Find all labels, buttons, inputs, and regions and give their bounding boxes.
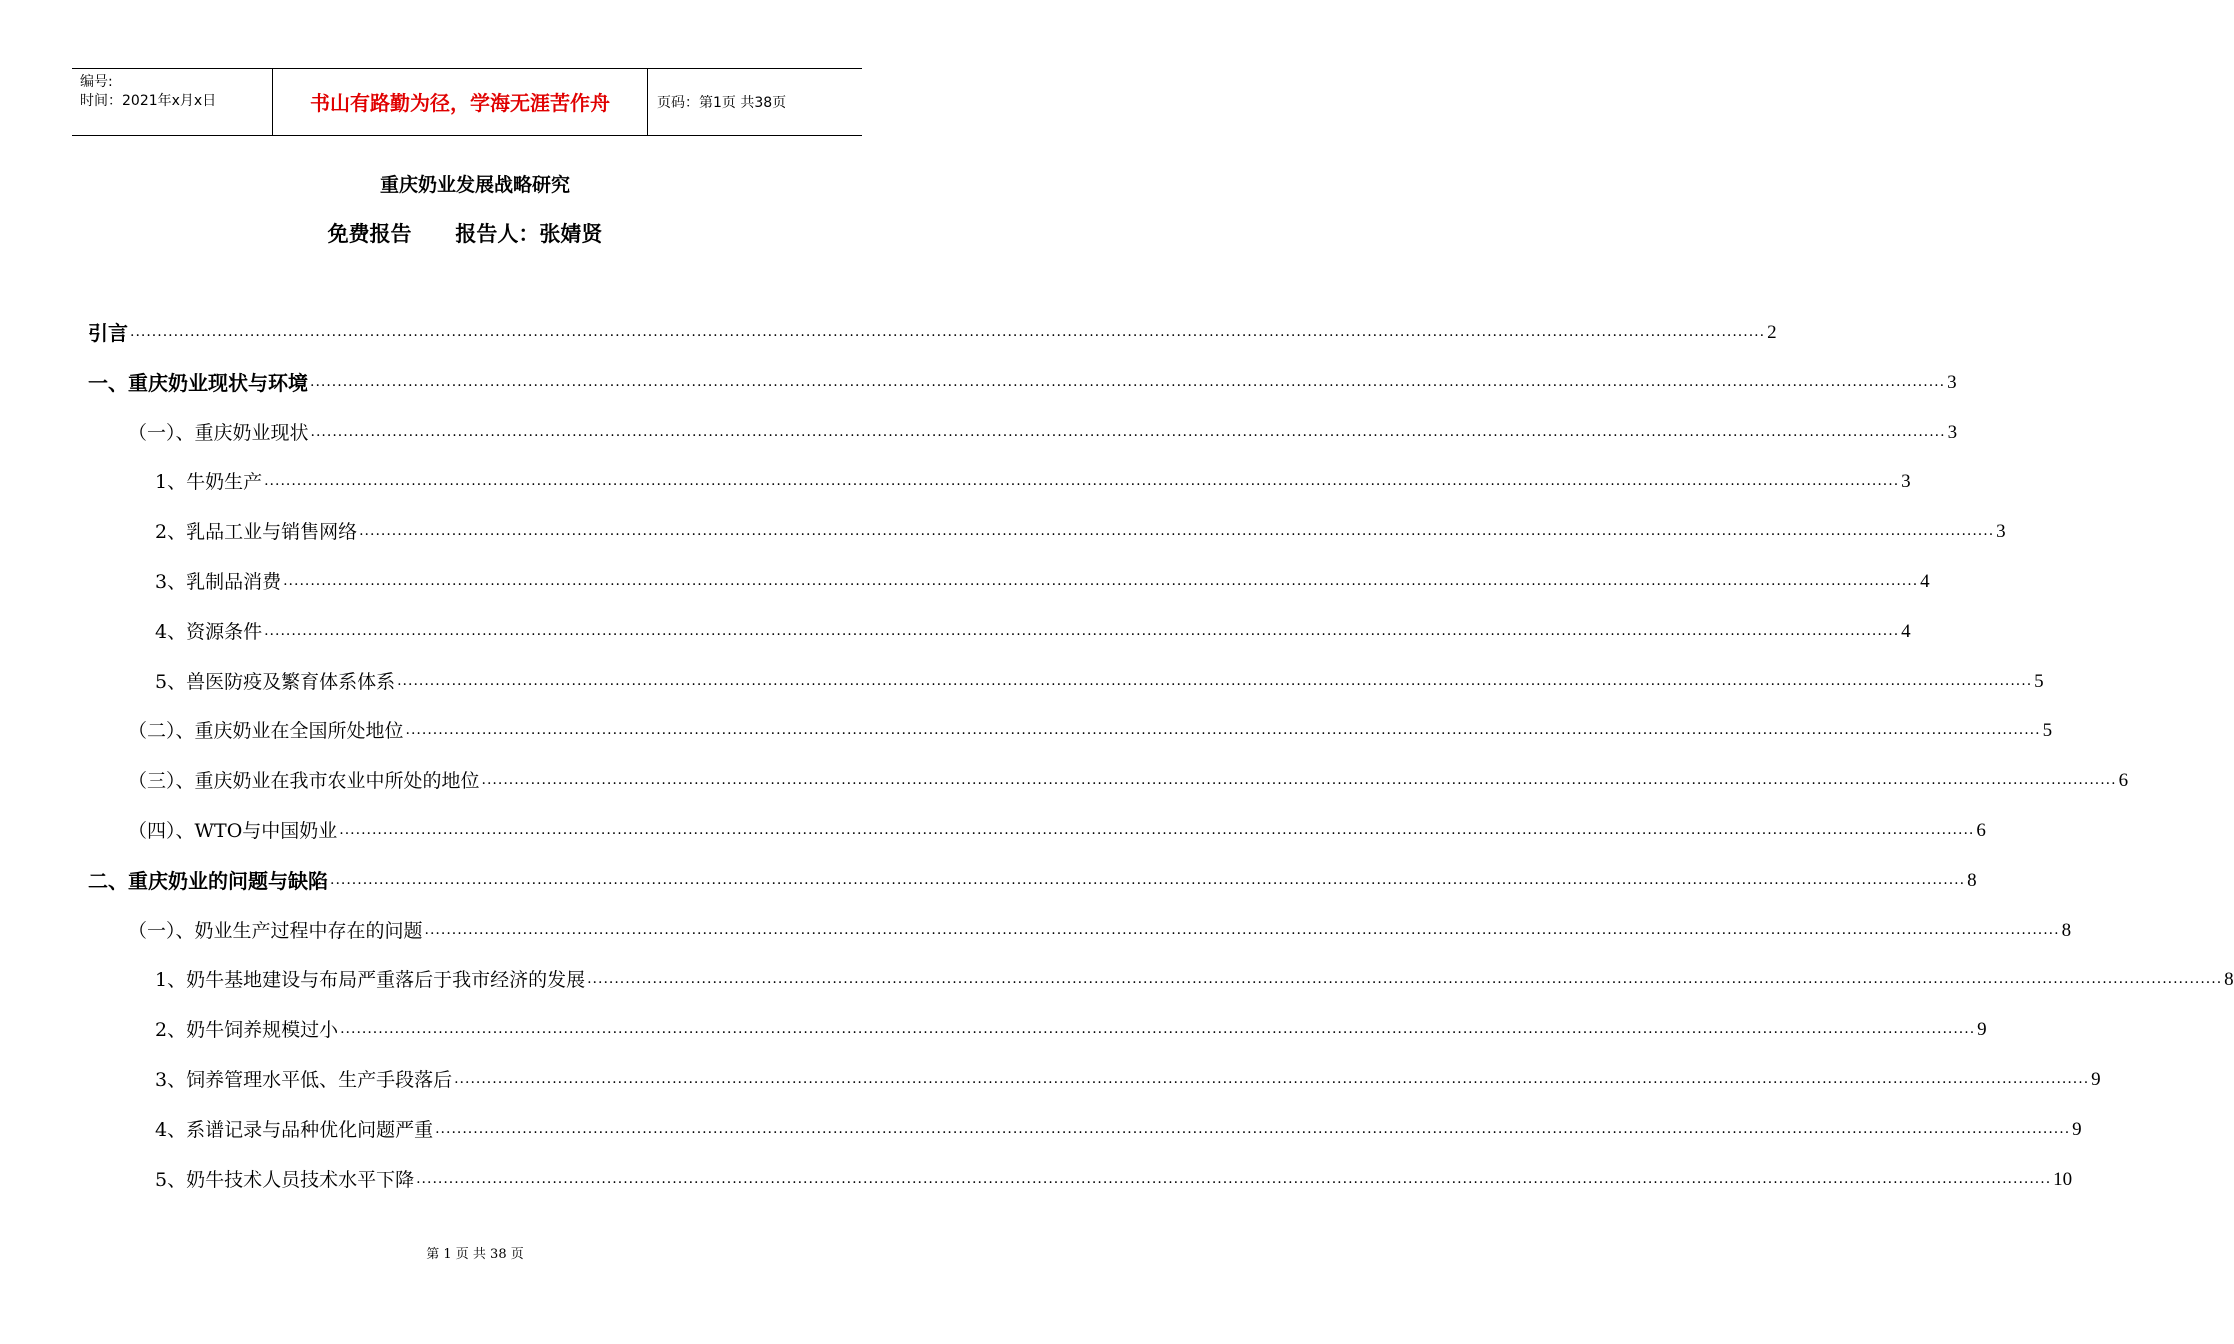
toc-entry-title: 引言: [88, 321, 128, 345]
toc-entry-title: 2、奶牛饲养规模过小: [155, 1019, 339, 1042]
toc-leader-dots: ............................................................................................................................................................................................................................................................................................................: [310, 423, 1946, 440]
toc-entry[interactable]: [155, 467, 1911, 497]
toc-entry-title: 2、乳品工业与销售网络: [155, 521, 358, 544]
toc-entry[interactable]: [88, 318, 1777, 348]
toc-entry[interactable]: [155, 667, 2044, 697]
toc-entry-page: 8: [1967, 869, 1977, 891]
toc-entry-page: 3: [1947, 371, 1957, 393]
toc-leader-dots: ............................................................................................................................................................................................................................................................................................................: [359, 523, 1995, 540]
toc-entry-title: （四）、WTO与中国奶业: [128, 820, 338, 842]
toc-entry[interactable]: [155, 1165, 2073, 1195]
toc-entry-title: （一）、奶业生产过程中存在的问题: [128, 919, 423, 942]
toc-entry[interactable]: [88, 368, 1957, 398]
toc-entry-title: （二）、重庆奶业在全国所处地位: [128, 720, 404, 743]
toc-entry-page: 5: [2042, 720, 2053, 742]
toc-entry-page: 3: [1996, 521, 2006, 543]
toc-entry-page: 4: [1901, 620, 1911, 642]
toc-entry-title: 5、奶牛技术人员技术水平下降: [155, 1168, 415, 1191]
header-divider: [647, 69, 648, 135]
header-meta: [80, 73, 216, 111]
toc-leader-dots: ............................................................................................................................................................................................................................................................................................................: [424, 921, 2060, 938]
toc-entry-title: （一）、重庆奶业现状: [128, 421, 309, 444]
toc-entry-title: 3、饲养管理水平低、生产手段落后: [155, 1069, 453, 1091]
toc-leader-dots: ............................................................................................................................................................................................................................................................................................................: [405, 722, 2041, 739]
toc-entry-title: 5、兽医防疫及繁育体系体系: [155, 670, 396, 693]
toc-leader-dots: ............................................................................................................................................................................................................................................................................................................: [435, 1120, 2071, 1137]
toc-leader-dots: ............................................................................................................................................................................................................................................................................................................: [454, 1071, 2090, 1087]
toc-entry-title: 一、重庆奶业现状与环境: [88, 370, 308, 395]
toc-entry[interactable]: [128, 418, 1958, 448]
toc-leader-dots: ............................................................................................................................................................................................................................................................................................................: [264, 473, 1900, 490]
toc-leader-dots: ............................................................................................................................................................................................................................................................................................................: [339, 822, 1975, 838]
toc-leader-dots: ............................................................................................................................................................................................................................................................................................................: [310, 373, 1946, 390]
header-page-info: 页码：第1页 共38页: [657, 95, 787, 111]
toc-entry[interactable]: [155, 567, 1930, 597]
toc-leader-dots: ............................................................................................................................................................................................................................................................................................................: [340, 1021, 1976, 1038]
toc-entry[interactable]: [155, 1065, 2101, 1095]
toc-entry-page: 6: [2118, 770, 2129, 792]
document-subtitle: 免费报告 报告人：张婧贤: [327, 222, 603, 246]
toc-entry-title: 1、牛奶生产: [155, 471, 263, 494]
toc-entry-title: 4、资源条件: [155, 620, 263, 643]
toc-leader-dots: ............................................................................................................................................................................................................................................................................................................: [416, 1170, 2052, 1187]
toc-entry-page: 8: [2061, 919, 2072, 941]
toc-entry[interactable]: [155, 1115, 2082, 1145]
toc-entry-page: 9: [1977, 1019, 1987, 1041]
toc-entry-title: （三）、重庆奶业在我市农业中所处的地位: [128, 770, 480, 793]
toc-entry[interactable]: [155, 617, 1911, 647]
toc-entry[interactable]: [128, 766, 2129, 796]
toc-leader-dots: ............................................................................................................................................................................................................................................................................................................: [481, 772, 2117, 789]
toc-entry-page: 3: [1901, 471, 1911, 493]
toc-entry[interactable]: [128, 816, 1986, 846]
toc-leader-dots: ............................................................................................................................................................................................................................................................................................................: [397, 672, 2033, 689]
toc-entry-page: 9: [2091, 1069, 2101, 1090]
toc-entry-page: 10: [2053, 1168, 2073, 1190]
code-label: 编号:: [80, 74, 113, 90]
toc-leader-dots: ............................................................................................................................................................................................................................................................................................................: [330, 871, 1966, 888]
toc-entry-page: 3: [1947, 421, 1958, 443]
time-label: 时间：2021年x月x日: [80, 93, 217, 109]
toc-entry-page: 4: [1920, 571, 1930, 592]
toc-entry[interactable]: [128, 716, 2053, 746]
toc-entry[interactable]: [88, 866, 1977, 896]
toc-entry[interactable]: [128, 916, 2072, 946]
toc-entry-page: 5: [2034, 670, 2044, 692]
toc-entry-title: 二、重庆奶业的问题与缺陷: [88, 868, 328, 893]
toc-entry[interactable]: [155, 965, 2234, 995]
toc-entry-page: 6: [1976, 820, 1986, 841]
toc-leader-dots: ............................................................................................................................................................................................................................................................................................................: [587, 971, 2223, 988]
toc-entry-title: 1、奶牛基地建设与布局严重落后于我市经济的发展: [155, 969, 586, 992]
document-title: 重庆奶业发展战略研究: [379, 174, 570, 196]
toc-entry-page: 8: [2224, 969, 2234, 991]
page-footer: 第 1 页 共 38 页: [426, 1247, 524, 1262]
header-motto: 书山有路勤为径，学海无涯苦作舟: [310, 91, 610, 115]
toc-leader-dots: ............................................................................................................................................................................................................................................................................................................: [264, 622, 1900, 639]
toc-leader-dots: ............................................................................................................................................................................................................................................................................................................: [130, 324, 1766, 340]
toc-entry-page: 2: [1767, 322, 1777, 343]
toc-entry-title: 4、系谱记录与品种优化问题严重: [155, 1118, 434, 1141]
toc-entry[interactable]: [155, 517, 2006, 547]
toc-entry-page: 9: [2072, 1118, 2082, 1140]
toc-leader-dots: ............................................................................................................................................................................................................................................................................................................: [283, 573, 1919, 589]
toc-entry-title: 3、乳制品消费: [155, 571, 282, 593]
toc-entry[interactable]: [155, 1015, 1987, 1045]
page-header: [72, 68, 862, 136]
